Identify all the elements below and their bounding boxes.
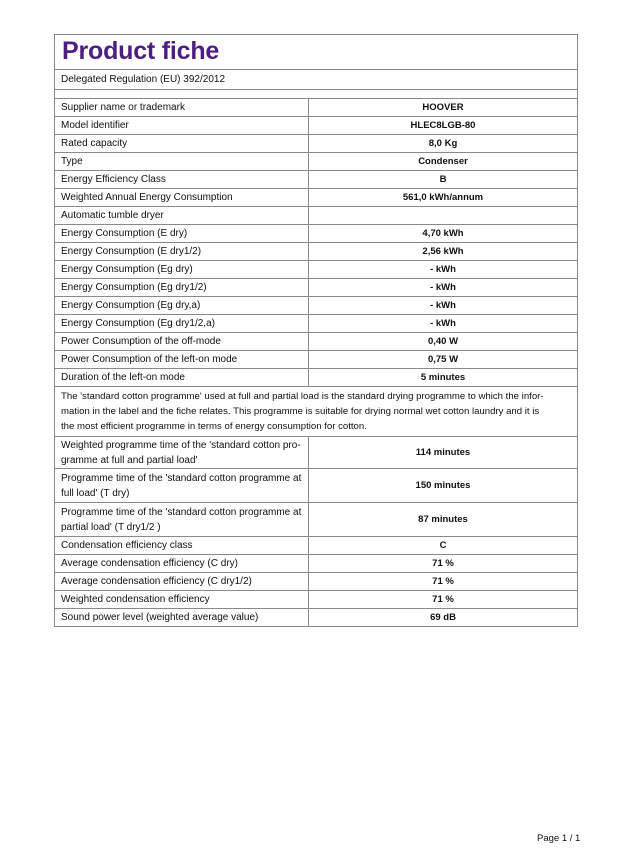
row-label: Average condensation efficiency (C dry) [55, 555, 309, 572]
row-value: 4,70 kWh [422, 228, 464, 239]
title-box [55, 35, 577, 70]
table-row-condensation-class [55, 537, 577, 555]
table-row-eg-dry-a [55, 297, 577, 315]
row-value: B [439, 174, 447, 185]
row-label: Average condensation efficiency (C dry1/2) [55, 573, 309, 590]
row-value: 71 % [432, 558, 454, 569]
table-row-eg-dry-half [55, 279, 577, 297]
row-label: Energy Consumption (Eg dry,a) [55, 297, 309, 314]
row-label: Energy Consumption (Eg dry1/2,a) [55, 315, 309, 332]
row-value: 8,0 Kg [428, 138, 458, 149]
table-row-eg-dry-half-a [55, 315, 577, 333]
product-fiche-table [54, 34, 578, 627]
row-value: 71 % [432, 594, 454, 605]
row-label-line: partial load' (T dry1/2 ) [61, 521, 161, 533]
row-label: Condensation efficiency class [55, 537, 309, 554]
table-row-eg-dry [55, 261, 577, 279]
row-label: Energy Consumption (Eg dry) [55, 261, 309, 278]
row-value: - kWh [430, 264, 456, 275]
row-label [55, 503, 309, 536]
row-label: Supplier name or trademark [55, 99, 309, 116]
page-title: Product fiche [62, 37, 220, 65]
row-label: Energy Consumption (E dry) [55, 225, 309, 242]
note-line: The 'standard cotton programme' used at full and partial load is the standard drying programme to which the infor- [61, 391, 544, 402]
table-row-e-dry [55, 225, 577, 243]
row-value: HLEC8LGB-80 [410, 120, 476, 131]
row-value: 2,56 kWh [422, 246, 464, 257]
row-label: Type [55, 153, 309, 170]
row-label: Energy Efficiency Class [55, 171, 309, 188]
row-value: 69 dB [430, 612, 456, 623]
table-row-off-mode [55, 333, 577, 351]
table-row-weighted-time [55, 437, 577, 469]
table-row-full-load-time [55, 469, 577, 503]
row-value [309, 207, 577, 224]
row-value: 561,0 kWh/annum [402, 192, 484, 203]
table-row-model [55, 117, 577, 135]
note-line: mation in the label and the fiche relates. This programme is suitable for drying normal wet cotton laundry and it is [61, 406, 540, 417]
spacer-row [55, 90, 577, 99]
row-label: Power Consumption of the off-mode [55, 333, 309, 350]
regulation-reference: Delegated Regulation (EU) 392/2012 [55, 70, 577, 90]
row-value: HOOVER [422, 102, 464, 113]
row-value: - kWh [430, 282, 456, 293]
page-number: Page 1 / 1 [537, 833, 581, 844]
row-value: C [439, 540, 447, 551]
row-value: 5 minutes [420, 372, 466, 383]
table-row-type [55, 153, 577, 171]
table-row-condensation-c-dry-half [55, 573, 577, 591]
row-value: 114 minutes [415, 447, 471, 458]
table-row-capacity [55, 135, 577, 153]
table-row-e-dry-half [55, 243, 577, 261]
table-row-weighted-condensation [55, 591, 577, 609]
row-label-line: Programme time of the 'standard cotton programme at [61, 506, 302, 518]
row-value: 0,40 W [427, 336, 459, 347]
table-row-partial-load-time [55, 503, 577, 537]
table-row-supplier [55, 99, 577, 117]
table-row-left-on-mode [55, 351, 577, 369]
row-label [55, 437, 309, 468]
row-label-line: Programme time of the 'standard cotton programme at [61, 472, 302, 484]
table-row-condensation-c-dry [55, 555, 577, 573]
row-label-line: gramme at full and partial load' [61, 454, 198, 466]
standard-programme-note [55, 387, 577, 437]
row-label: Model identifier [55, 117, 309, 134]
row-label: Automatic tumble dryer [55, 207, 309, 224]
note-line: the most efficient programme in terms of energy consumption for cotton. [61, 421, 367, 432]
row-label: Weighted condensation efficiency [55, 591, 309, 608]
row-label-line: full load' (T dry) [61, 487, 130, 499]
row-label: Energy Consumption (Eg dry1/2) [55, 279, 309, 296]
row-value: Condenser [418, 156, 468, 167]
row-value: 150 minutes [415, 480, 471, 491]
row-value: 87 minutes [418, 514, 468, 525]
table-row-annual-consumption [55, 189, 577, 207]
row-label: Duration of the left-on mode [55, 369, 309, 386]
row-value: 71 % [432, 576, 454, 587]
row-label: Weighted Annual Energy Consumption [55, 189, 309, 206]
row-label: Power Consumption of the left-on mode [55, 351, 309, 368]
row-label: Sound power level (weighted average value) [55, 609, 309, 626]
row-label [55, 469, 309, 502]
row-value: - kWh [430, 300, 456, 311]
row-value: 0,75 W [427, 354, 459, 365]
row-label-line: Weighted programme time of the 'standard cotton pro- [61, 439, 301, 451]
row-value: - kWh [430, 318, 456, 329]
row-label: Rated capacity [55, 135, 309, 152]
table-row-automatic [55, 207, 577, 225]
table-row-energy-class [55, 171, 577, 189]
table-row-sound-power [55, 609, 577, 626]
row-label: Energy Consumption (E dry1/2) [55, 243, 309, 260]
table-row-left-on-duration [55, 369, 577, 387]
